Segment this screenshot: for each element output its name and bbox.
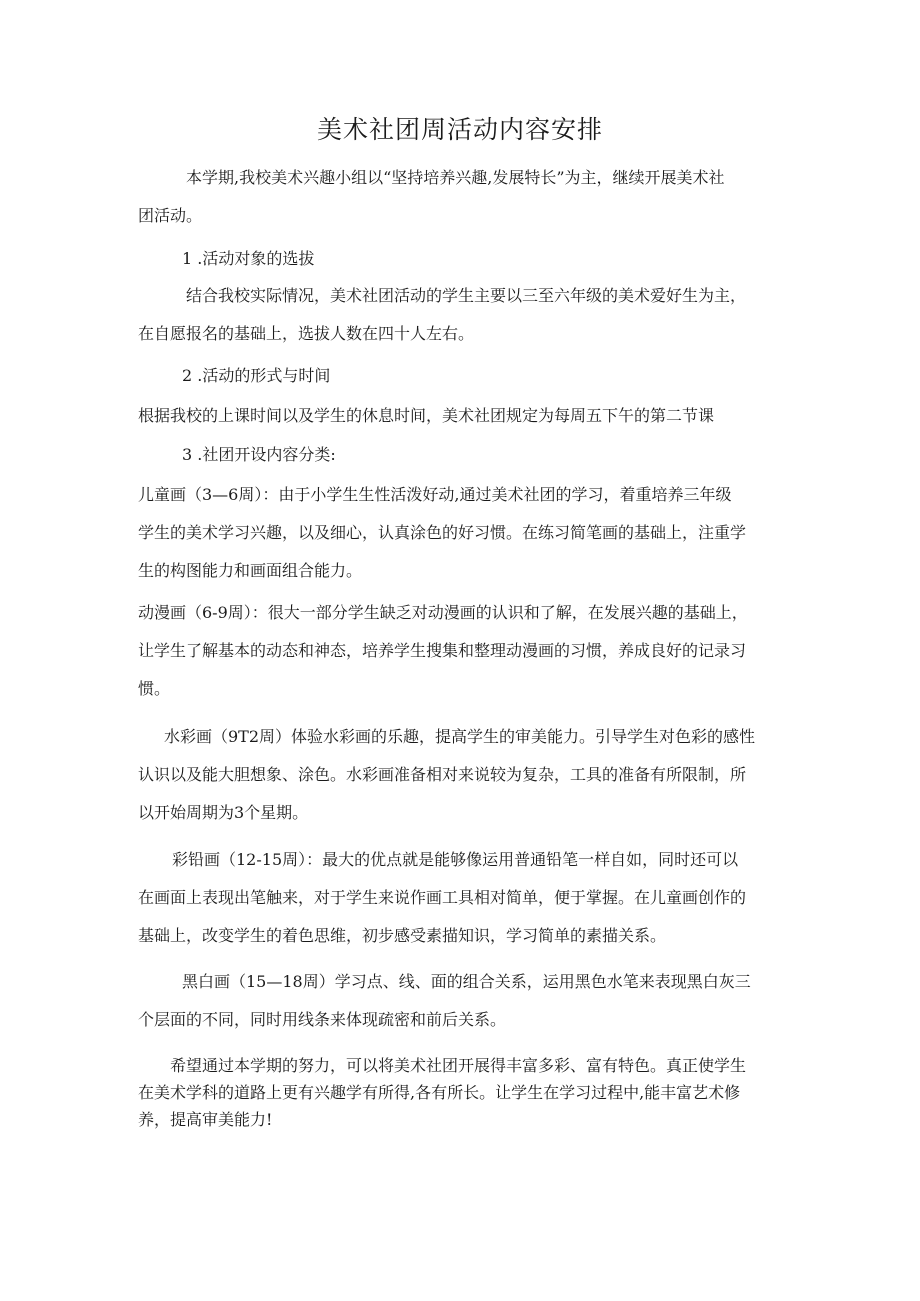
black-white-paragraph [138, 963, 786, 1039]
document-title: 美术社团周活动内容安排 [316, 115, 603, 144]
colored-pencil-line-1: 彩铅画（12-15周）：最大的优点就是能够像运用普通铅笔一样自如，同时还可以 [172, 850, 739, 869]
section-3-heading-text: 3 .社团开设内容分类: [182, 445, 336, 464]
intro-line-2: 团活动。 [138, 206, 203, 225]
anime-painting-line-1: 动漫画（6-9周）：很大一部分学生缺乏对动漫画的认识和了解，在发展兴趣的基础上， [138, 603, 748, 622]
children-painting-line-3: 生的构图能力和画面组合能力。 [138, 561, 363, 580]
colored-pencil-line-2: 在画面上表现出笔触来，对于学生来说作画工具相对简单，便于掌握。在儿童画创作的 [138, 888, 747, 907]
anime-painting-line-2: 让学生了解基本的动态和神态，培养学生搜集和整理动漫画的习惯，养成良好的记录习 [138, 641, 747, 660]
anime-painting-line-3: 惯。 [138, 679, 171, 698]
watercolor-paragraph [138, 718, 786, 832]
conclusion-paragraph [138, 1052, 786, 1133]
section-1-paragraph [138, 277, 786, 353]
watercolor-line-3: 以开始周期为3个星期。 [138, 803, 309, 822]
section-2-paragraph [138, 397, 786, 435]
section-1-line-1: 结合我校实际情况，美术社团活动的学生主要以三至六年级的美术爱好生为主， [186, 286, 747, 305]
children-painting-line-1: 儿童画（3—6周）：由于小学生生性活泼好动,通过美术社团的学习，着重培养三年级 [138, 485, 732, 504]
children-painting-paragraph [138, 476, 786, 590]
colored-pencil-paragraph [138, 841, 786, 955]
section-1-line-2: 在自愿报名的基础上，选拔人数在四十人左右。 [138, 324, 475, 343]
intro-paragraph [138, 159, 786, 235]
section-2-heading [138, 357, 786, 395]
section-3-heading [138, 436, 786, 474]
watercolor-line-2: 认识以及能大胆想象、涂色。水彩画准备相对来说较为复杂，工具的准备有所限制，所 [138, 765, 747, 784]
anime-painting-paragraph [138, 594, 786, 708]
section-2-heading-text: 2 .活动的形式与时间 [182, 366, 331, 385]
intro-line-1: 本学期,我校美术兴趣小组以“坚持培养兴趣,发展特长”为主，继续开展美术社 [186, 168, 725, 187]
section-1-heading [138, 240, 786, 278]
conclusion-line-2: 在美术学科的道路上更有兴趣学有所得,各有所长。让学生在学习过程中,能丰富艺术修 [138, 1083, 741, 1102]
conclusion-line-3: 养，提高审美能力! [138, 1110, 273, 1129]
section-2-line-1: 根据我校的上课时间以及学生的休息时间，美术社团规定为每周五下午的第二节课 [138, 406, 715, 425]
children-painting-line-2: 学生的美术学习兴趣，以及细心，认真涂色的好习惯。在练习简笔画的基础上，注重学 [138, 523, 747, 542]
watercolor-line-1: 水彩画（9T2周）体验水彩画的乐趣，提高学生的审美能力。引导学生对色彩的感性 [164, 727, 756, 746]
black-white-line-2: 个层面的不同，同时用线条来体现疏密和前后关系。 [138, 1010, 507, 1029]
black-white-line-1: 黑白画（15—18周）学习点、线、面的组合关系，运用黑色水笔来表现黑白灰三 [182, 972, 751, 991]
colored-pencil-line-3: 基础上，改变学生的着色思维，初步感受素描知识，学习简单的素描关系。 [138, 926, 667, 945]
section-1-heading-text: 1 .活动对象的选拔 [182, 249, 315, 268]
conclusion-line-1: 希望通过本学期的努力，可以将美术社团开展得丰富多彩、富有特色。真正使学生 [170, 1056, 747, 1075]
